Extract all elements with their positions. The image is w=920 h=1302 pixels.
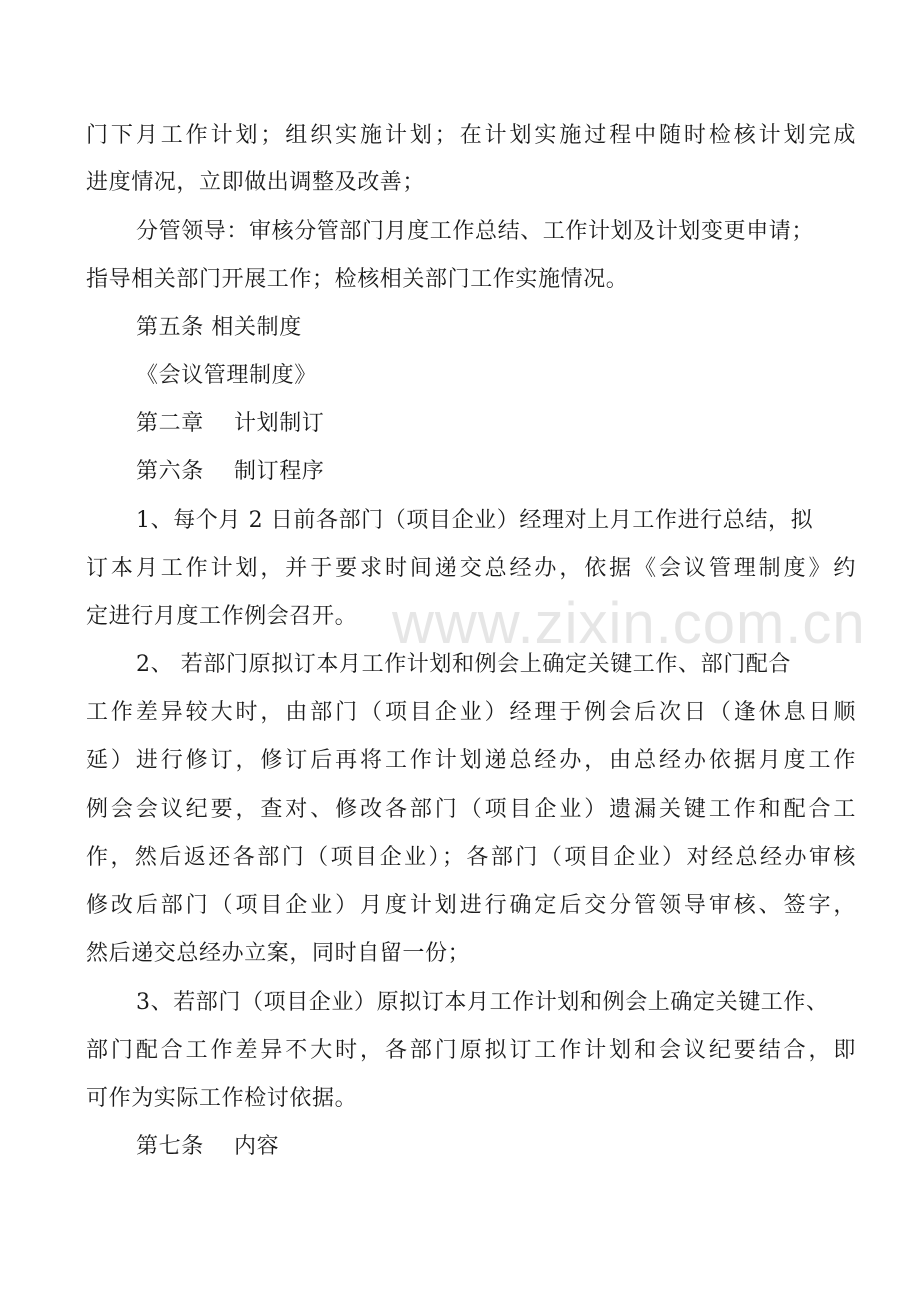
paragraph-line: 然后递交总经办立案，同时自留一份； (86, 941, 471, 966)
article-heading: 第五条 相关制度 (136, 315, 302, 340)
paragraph-line: 例会会议纪要，查对、修改各部门（项目企业）遗漏关键工作和配合工 (86, 797, 856, 822)
paragraph-line: 订本月工作计划，并于要求时间递交总经办，依据《会议管理制度》约 (86, 556, 856, 581)
paragraph-line: 定进行月度工作例会召开。 (86, 604, 358, 629)
paragraph-line: 进度情况，立即做出调整及改善； (86, 170, 426, 195)
paragraph-line: 延）进行修订，修订后再将工作计划递总经办，由总经办依据月度工作 (86, 748, 856, 773)
article-heading: 第六条 制订程序 (136, 459, 325, 484)
paragraph-line: 部门配合工作差异不大时，各部门原拟订工作计划和会议纪要结合，即 (86, 1038, 856, 1063)
paragraph-line: 作，然后返还各部门（项目企业）；各部门（项目企业）对经总经办审核 (86, 845, 856, 870)
paragraph-line: 2、 若部门原拟订本月工作计划和例会上确定关键工作、部门配合 (136, 652, 791, 677)
paragraph-line: 指导相关部门开展工作；检核相关部门工作实施情况。 (86, 267, 629, 292)
paragraph-line: 门下月工作计划；组织实施计划；在计划实施过程中随时检核计划完成 (86, 123, 856, 148)
paragraph-line: 工作差异较大时，由部门（项目企业）经理于例会后次日（逢休息日顺 (86, 700, 856, 725)
document-reference: 《会议管理制度》 (136, 363, 317, 388)
paragraph-line: 3、若部门（项目企业）原拟订本月工作计划和例会上确定关键工作、 (136, 990, 829, 1015)
article-heading: 第七条 内容 (136, 1134, 280, 1159)
paragraph-line: 修改后部门（项目企业）月度计划进行确定后交分管领导审核、签字， (86, 893, 856, 918)
chapter-heading: 第二章 计划制订 (136, 411, 325, 436)
paragraph-line: 可作为实际工作检讨依据。 (86, 1086, 358, 1111)
watermark: www.zixin.com.cn (392, 591, 866, 656)
paragraph-line: 1、每个月 2 日前各部门（项目企业）经理对上月工作进行总结，拟 (136, 508, 814, 533)
paragraph-line: 分管领导：审核分管部门月度工作总结、工作计划及计划变更申请； (136, 219, 815, 244)
